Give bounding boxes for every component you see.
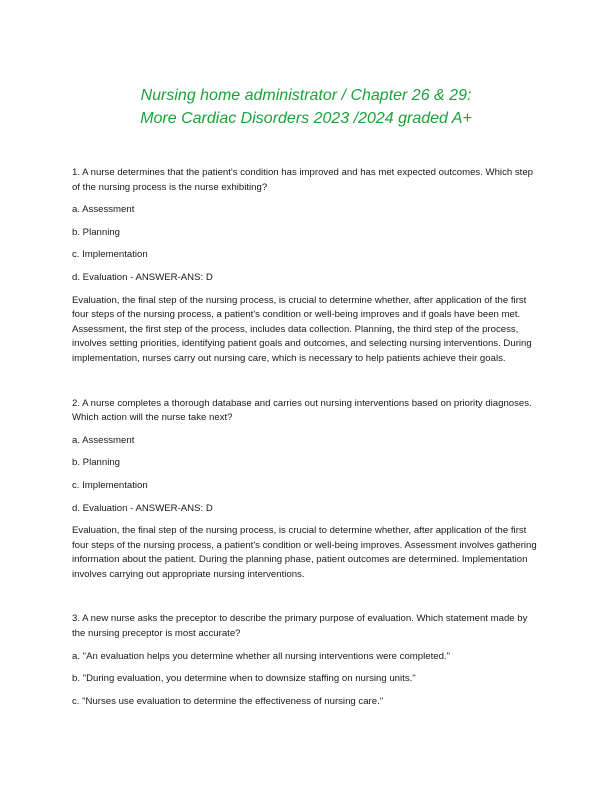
question-block-1 xyxy=(72,166,540,367)
document-body xyxy=(72,166,540,709)
answer-explanation: Evaluation, the final step of the nursing process, is crucial to determine whether, after application of the first four steps of the nursing process, a patient's condition or well-being improves and if goals have been met. Assessment, the first step of the process, includes data collection. Planning, the third step of the process, involves setting priorities, identifying patient goals and outcomes, and selecting nursing interventions. During implementation, nurses carry out nursing care, which is necessary to help patients achieve their goals. xyxy=(72,294,532,364)
question-block-3 xyxy=(72,612,540,709)
question-block-2 xyxy=(72,397,540,583)
answer-option-correct: d. Evaluation - ANSWER-ANS: D xyxy=(72,502,213,514)
answer-option: c. Implementation xyxy=(72,249,148,261)
answer-option: b. Planning xyxy=(72,457,121,469)
answer-option: a. Assessment xyxy=(72,204,135,216)
answer-option: a. Assessment xyxy=(72,434,135,446)
title-line-2: More Cardiac Disorders 2023 /2024 graded A+ xyxy=(140,110,472,127)
answer-option: b. "During evaluation, you determine when to downsize staffing on nursing units." xyxy=(72,673,416,685)
spacer xyxy=(72,375,540,397)
document-title xyxy=(72,84,540,130)
answer-option-correct: d. Evaluation - ANSWER-ANS: D xyxy=(72,271,213,283)
answer-option: c. Implementation xyxy=(72,479,148,491)
question-text: 1. A nurse determines that the patient's condition has improved and has met expected outcomes. Which step of the nursing process is the nurse exhibiting? xyxy=(72,167,533,193)
question-text: 3. A new nurse asks the preceptor to describe the primary purpose of evaluation. Which statement made by the nursing preceptor is most accurate? xyxy=(72,613,528,640)
title-line-1: Nursing home administrator / Chapter 26 & 29: xyxy=(140,87,472,104)
spacer xyxy=(72,590,540,612)
answer-option: b. Planning xyxy=(72,226,121,238)
answer-explanation: Evaluation, the final step of the nursing process, is crucial to determine whether, after application of the first four steps of the nursing process, a patient's condition or well-being improves. Assessment involves gathering information about the patient. During the planning phase, patient outcomes are determined. Implementation involves carrying out appropriate nursing interventions. xyxy=(72,525,537,580)
question-text: 2. A nurse completes a thorough database and carries out nursing interventions based on priority diagnoses. Which action will the nurse take next? xyxy=(72,397,532,424)
answer-option: c. "Nurses use evaluation to determine the effectiveness of nursing care." xyxy=(72,695,384,707)
answer-option: a. "An evaluation helps you determine whether all nursing interventions were completed." xyxy=(72,650,450,662)
